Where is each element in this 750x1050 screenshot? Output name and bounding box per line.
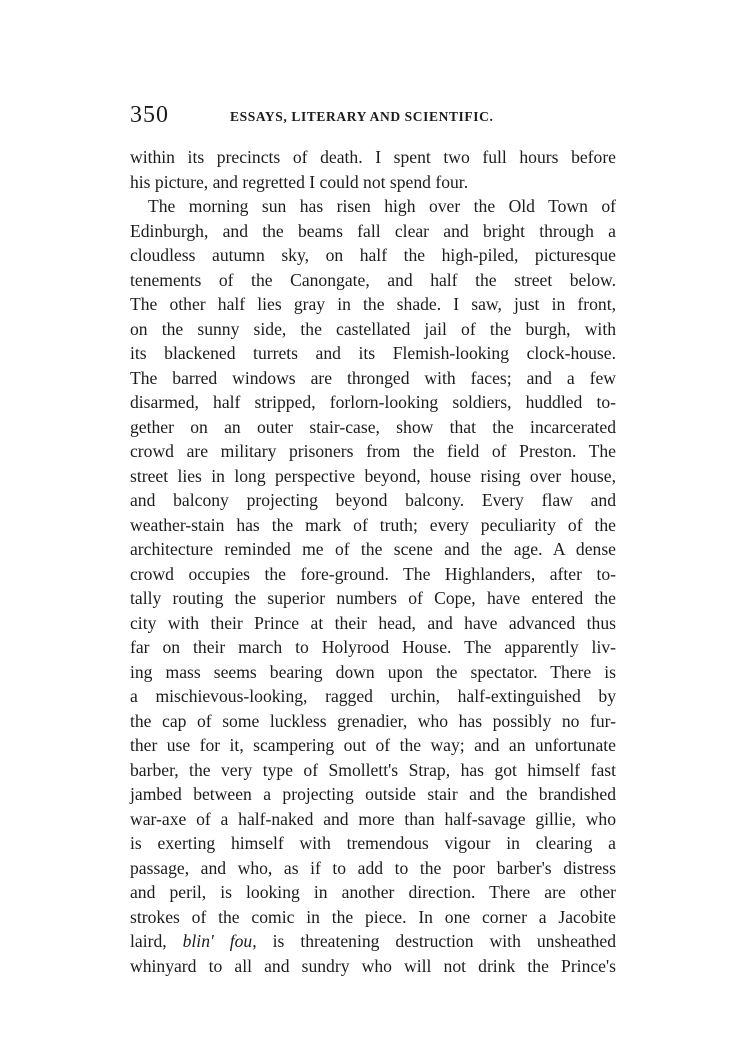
text-line: war-axe of a half-naked and more than half-savage gillie, who xyxy=(130,808,616,829)
text-line: far on their march to Holyrood House. The apparently liv- xyxy=(130,637,616,657)
text-fragment: laird, xyxy=(130,931,183,951)
text-line: crowd occupies the fore-ground. The Highlanders, after to- xyxy=(130,563,616,584)
text-line: disarmed, half stripped, forlorn-looking soldiers, huddled to- xyxy=(130,392,616,412)
text-line: Edinburgh, and the beams fall clear and bright through a xyxy=(130,220,616,241)
text-line: whinyard to all and sundry who will not drink the Prince's xyxy=(130,955,616,976)
text-line: ing mass seems bearing down upon the spectator. There is xyxy=(130,661,616,682)
text-line: passage, and who, as if to add to the poor barber's distress xyxy=(130,857,616,878)
text-line: within its precincts of death. I spent two full hours before xyxy=(130,147,616,167)
text-line-with-italic xyxy=(130,929,616,954)
text-line: on the sunny side, the castellated jail of the burgh, with xyxy=(130,318,616,339)
text-line: strokes of the comic in the piece. In one corner a Jacobite xyxy=(130,906,616,927)
text-line: The other half lies gray in the shade. I saw, just in front, xyxy=(130,294,616,314)
text-line: his picture, and regretted I could not spend four. xyxy=(130,171,469,192)
text-line: weather-stain has the mark of truth; every peculiarity of the xyxy=(130,514,616,535)
page-header xyxy=(130,100,616,130)
text-fragment: is threatening destruction with unsheathed xyxy=(256,931,616,951)
text-line: street lies in long perspective beyond, house rising over house, xyxy=(130,465,616,486)
text-line: jambed between a projecting outside stair and the brandished xyxy=(130,784,616,804)
text-line: ther use for it, scampering out of the way; and an unfortunate xyxy=(130,735,616,755)
text-line: cloudless autumn sky, on half the high-piled, picturesque xyxy=(130,245,616,265)
text-line: its blackened turrets and its Flemish-looking clock-house. xyxy=(130,343,616,363)
text-line: and balcony projecting beyond balcony. Every flaw and xyxy=(130,490,616,510)
text-line: city with their Prince at their head, and have advanced thus xyxy=(130,612,616,633)
text-line: is exerting himself with tremendous vigour in clearing a xyxy=(130,833,616,853)
text-line: a mischievous-looking, ragged urchin, half-extinguished by xyxy=(130,686,616,706)
running-head: ESSAYS, LITERARY AND SCIENTIFIC. xyxy=(230,109,494,124)
italic-phrase: blin' fou, xyxy=(182,931,257,951)
text-line: crowd are military prisoners from the field of Preston. The xyxy=(130,441,616,461)
text-line: tenements of the Canongate, and half the street below. xyxy=(130,269,616,290)
text-line: the cap of some luckless grenadier, who has possibly no fur- xyxy=(130,710,616,731)
body-text xyxy=(130,145,616,978)
text-line: tally routing the superior numbers of Cope, have entered the xyxy=(130,588,616,608)
text-line: barber, the very type of Smollett's Strap, has got himself fast xyxy=(130,759,616,780)
text-line: architecture reminded me of the scene and the age. A dense xyxy=(130,539,616,559)
page-number: 350 xyxy=(130,102,169,128)
text-line: The morning sun has risen high over the Old Town of xyxy=(148,196,616,216)
text-line: The barred windows are thronged with faces; and a few xyxy=(130,367,616,388)
text-line: gether on an outer stair-case, show that the incarcerated xyxy=(130,416,616,437)
text-line: and peril, is looking in another direction. There are other xyxy=(130,882,616,902)
